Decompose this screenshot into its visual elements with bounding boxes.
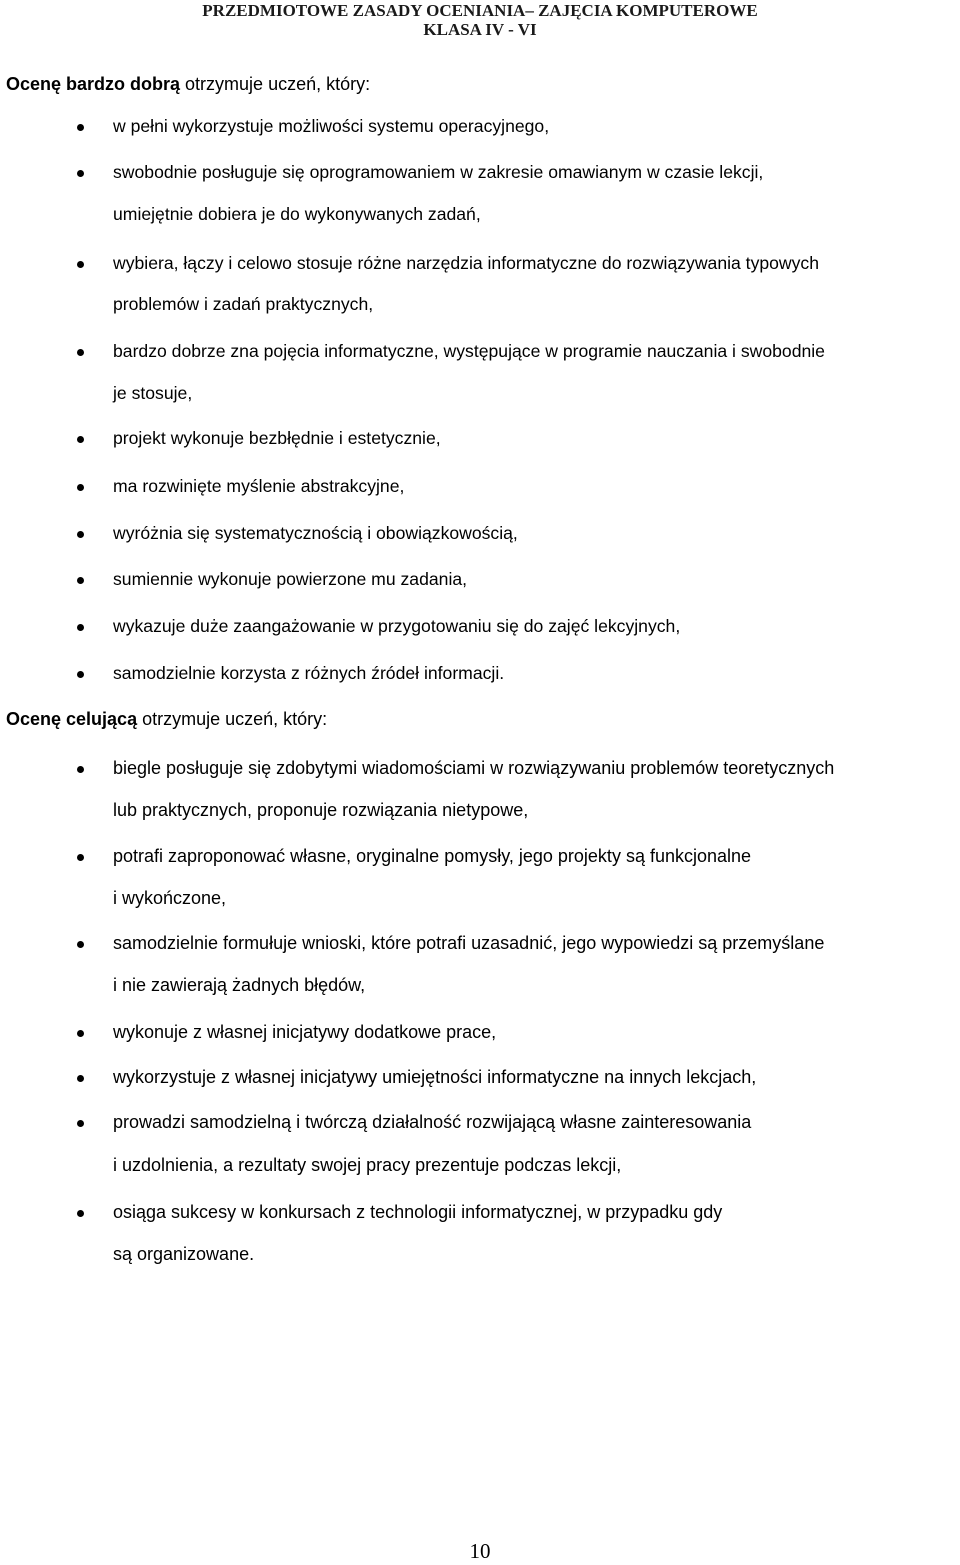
- list-item-text: sumiennie wykonuje powierzone mu zadania,: [113, 569, 468, 589]
- list-item-text: wyróżnia się systematycznością i obowiązkowością,: [113, 523, 518, 543]
- list-item-text: je stosuje,: [113, 383, 193, 403]
- bullet-icon: [77, 170, 84, 177]
- list-item-text: i nie zawierają żadnych błędów,: [113, 975, 366, 995]
- bullet-icon: [77, 854, 84, 861]
- list-item-text: problemów i zadań praktycznych,: [113, 294, 374, 314]
- list-item-text: wykorzystuje z własnej inicjatywy umiejętności informatyczne na innych lekcjach,: [113, 1067, 757, 1087]
- list-item-text: umiejętnie dobiera je do wykonywanych zadań,: [113, 204, 481, 224]
- list-item-text: wykazuje duże zaangażowanie w przygotowaniu się do zajęć lekcyjnych,: [113, 616, 681, 636]
- bullet-icon: [77, 671, 84, 678]
- list-item-text: wykonuje z własnej inicjatywy dodatkowe prace,: [113, 1022, 497, 1042]
- list-item-text: projekt wykonuje bezbłędnie i estetycznie,: [113, 428, 441, 448]
- section-heading: [6, 706, 327, 732]
- bullet-icon: [77, 941, 84, 948]
- bullet-icon: [77, 577, 84, 584]
- list-item-text: samodzielnie formułuje wnioski, które potrafi uzasadnić, jego wypowiedzi są przemyślane: [113, 933, 825, 953]
- bullet-icon: [77, 436, 84, 443]
- list-item-text: i uzdolnienia, a rezultaty swojej pracy prezentuje podczas lekcji,: [113, 1155, 622, 1175]
- header-subtitle: KLASA IV - VI: [423, 20, 537, 39]
- list-item-text: potrafi zaproponować własne, oryginalne pomysły, jego projekty są funkcjonalne: [113, 846, 752, 866]
- heading-text: otrzymuje uczeń, który:: [137, 709, 328, 729]
- bullet-icon: [77, 1075, 84, 1082]
- heading-text: otrzymuje uczeń, który:: [180, 74, 371, 94]
- list-item-text: osiąga sukcesy w konkursach z technologii informatycznej, w przypadku gdy: [113, 1202, 723, 1222]
- list-item-text: są organizowane.: [113, 1244, 255, 1264]
- section-heading: [6, 71, 370, 97]
- bullet-icon: [77, 531, 84, 538]
- bullet-icon: [77, 766, 84, 773]
- bullet-icon: [77, 124, 84, 131]
- grade-name: Ocenę celującą: [6, 709, 138, 729]
- list-item-text: bardzo dobrze zna pojęcia informatyczne, występujące w programie nauczania i swobodnie: [113, 341, 825, 361]
- bullet-icon: [77, 1210, 84, 1217]
- list-item-text: i wykończone,: [113, 888, 227, 908]
- list-item-text: samodzielnie korzysta z różnych źródeł informacji.: [113, 663, 505, 683]
- list-item-text: lub praktycznych, proponuje rozwiązania nietypowe,: [113, 800, 529, 820]
- bullet-icon: [77, 1030, 84, 1037]
- bullet-icon: [77, 624, 84, 631]
- grade-name: Ocenę bardzo dobrą: [6, 74, 181, 94]
- list-item-text: w pełni wykorzystuje możliwości systemu operacyjnego,: [113, 116, 550, 136]
- bullet-icon: [77, 1120, 84, 1127]
- list-item-text: ma rozwinięte myślenie abstrakcyjne,: [113, 476, 405, 496]
- list-item-text: prowadzi samodzielną i twórczą działalność rozwijającą własne zainteresowania: [113, 1112, 752, 1132]
- bullet-icon: [77, 349, 84, 356]
- bullet-icon: [77, 484, 84, 491]
- page-number: 10: [469, 1539, 491, 1563]
- list-item-text: biegle posługuje się zdobytymi wiadomościami w rozwiązywaniu problemów teoretycznych: [113, 758, 835, 778]
- list-item-text: wybiera, łączy i celowo stosuje różne narzędzia informatyczne do rozwiązywania typowych: [113, 253, 820, 273]
- header-title: PRZEDMIOTOWE ZASADY OCENIANIA– ZAJĘCIA KOMPUTEROWE: [202, 1, 758, 20]
- bullet-icon: [77, 261, 84, 268]
- list-item-text: swobodnie posługuje się oprogramowaniem w zakresie omawianym w czasie lekcji,: [113, 162, 764, 182]
